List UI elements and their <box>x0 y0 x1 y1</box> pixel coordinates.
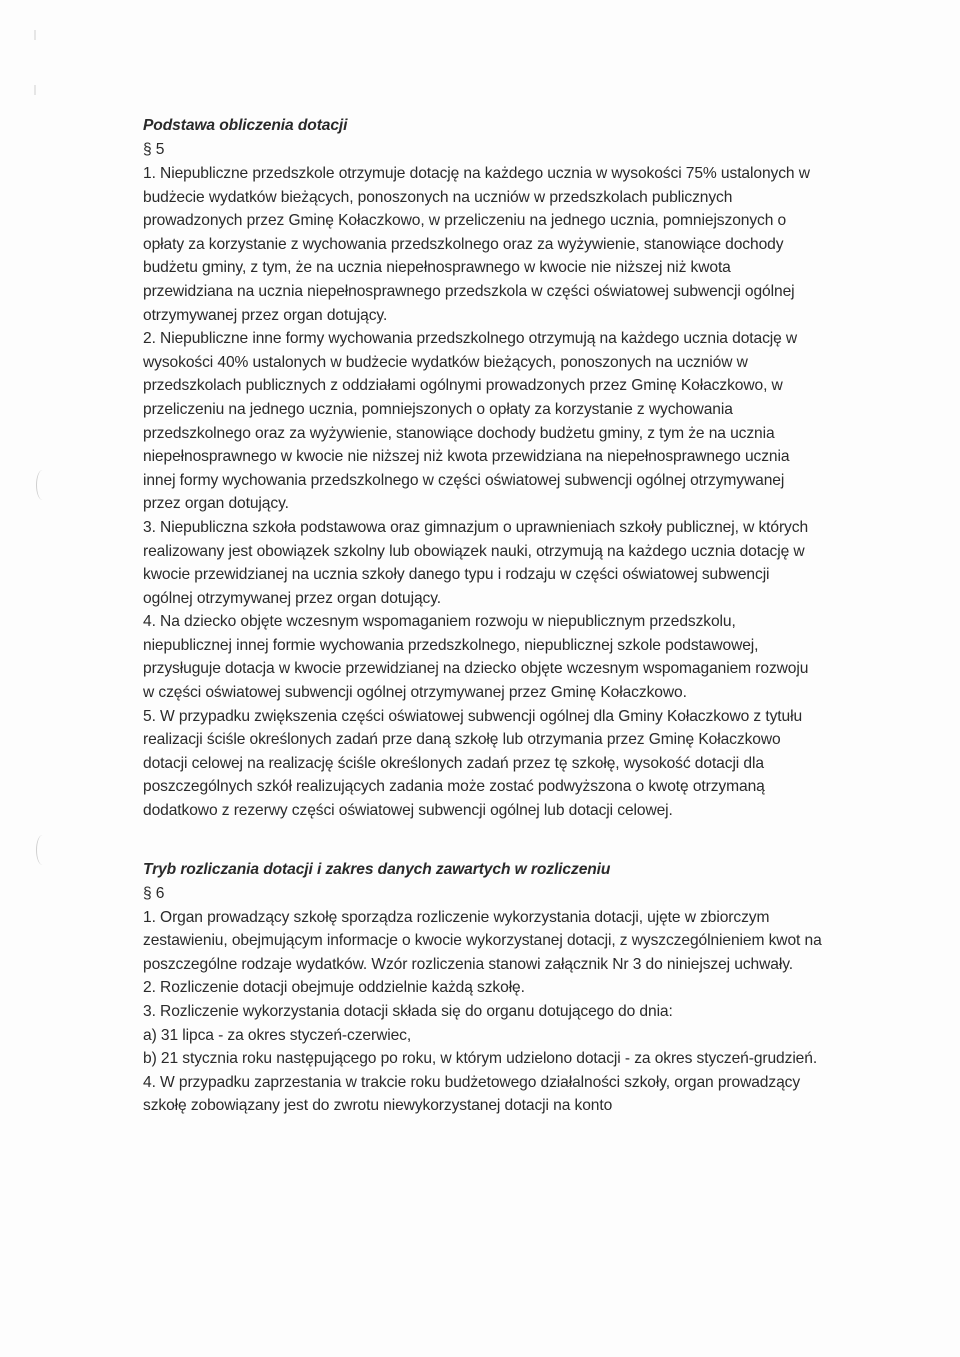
scan-mark <box>34 30 36 40</box>
section-heading: Tryb rozliczania dotacji i zakres danych zawartych w rozliczeniu <box>143 860 611 878</box>
list-item: b) 21 stycznia roku następującego po roku, w którym udzielono dotacji - za okres styczeń-grudzień. <box>143 1050 818 1068</box>
paragraph: 2. Niepubliczne inne formy wychowania przedszkolnego otrzymują na każdego ucznia dotację w wysokości 40% ustalonych w budżecie wydatków bieżących, ponoszonych na uczniów w przedszkolach publicznych z oddziałami ogólnymi prowadzonych przez Gminę Kołaczkowo, w przeliczeniu na jednego ucznia, pomniejszonych o opłaty za korzystanie z wychowania przedszkolnego oraz za wyżywienie, stanowiące dochody budżetu gminy, z tym że na ucznia niepełnosprawnego w kwocie nie niższej niż kwota przewidziana na niepełnosprawnego ucznia innej formy wychowania przedszkolnego w części oświatowej subwencji ogólnej otrzymywanej przez organ dotujący. <box>143 330 798 513</box>
paragraph: 4. W przypadku zaprzestania w trakcie roku budżetowego działalności szkoły, organ prowadzący szkołę zobowiązany jest do zwrotu niewykorzystanej dotacji na konto <box>143 1073 801 1115</box>
paragraph: 3. Rozliczenie wykorzystania dotacji składa się do organu dotującego do dnia: <box>143 1003 673 1020</box>
section-number: § 5 <box>143 141 165 158</box>
paragraph: 5. W przypadku zwiększenia części oświatowej subwencji ogólnej dla Gminy Kołaczkowo z tytułu realizacji ściśle określonych zadań prze daną szkołę lub otrzymania przez Gminę Kołaczkowo dotacji celowej na realizację ściśle określonych zadań przez tę szkołę, wysokość dotacji dla poszczególnych szkół realizujących zadania może zostać podwyższona o kwotę otrzymaną dodatkowo z rezerwy części oświatowej subwencji ogólnej lub dotacji celowej. <box>143 707 803 820</box>
scan-mark <box>36 835 49 865</box>
paragraph: 1. Niepubliczne przedszkole otrzymuje dotację na każdego ucznia w wysokości 75% ustalonych w budżecie wydatków bieżących, ponoszonych na uczniów w przedszkolach publicznych prowadzonych przez Gminę Kołaczkowo, w przeliczeniu na jednego ucznia, pomniejszonych o opłaty za korzystanie z wychowania przedszkolnego oraz za wyżywienie, stanowiące dochody budżetu gminy, z tym, że na ucznia niepełnosprawnego w kwocie nie niższej niż kwota przewidziana na ucznia niepełnosprawnego przedszkola w części oświatowej subwencji ogólnej otrzymywanej przez organ dotujący. <box>143 165 810 324</box>
section-number: § 6 <box>143 884 165 902</box>
scan-mark <box>34 85 36 95</box>
document-body <box>143 114 823 1118</box>
section-heading: Podstawa obliczenia dotacji <box>143 117 348 134</box>
section-5 <box>143 114 823 823</box>
section-6 <box>143 858 823 1118</box>
section-gap <box>143 823 823 858</box>
scan-mark <box>36 470 49 500</box>
paragraph: 4. Na dziecko objęte wczesnym wspomaganiem rozwoju w niepublicznym przedszkolu, niepublicznej innej formie wychowania przedszkolnego, niepublicznej szkole podstawowej, przysługuje dotacja w kwocie przewidzianej na dziecko objęte wczesnym wspomaganiem rozwoju w części oświatowej subwencji ogólnej otrzymywanej przez Gminę Kołaczkowo. <box>143 613 809 702</box>
paragraph: 1. Organ prowadzący szkołę sporządza rozliczenie wykorzystania dotacji, ujęte w zbiorczym zestawieniu, obejmującym informacje o kwocie wykorzystanej dotacji, z wyszczególnieniem kwot na poszczególne rodzaje wydatków. Wzór rozliczenia stanowi załącznik Nr 3 do niniejszej uchwały. <box>143 908 822 973</box>
paragraph: 3. Niepubliczna szkoła podstawowa oraz gimnazjum o uprawnieniach szkoły publicznej, w których realizowany jest obowiązek szkolny lub obowiązek nauki, otrzymują na każdego ucznia dotację w kwocie przewidzianej na ucznia szkoły danego typu i rodzaju w części oświatowej subwencji ogólnej otrzymywanej przez organ dotujący. <box>143 518 809 607</box>
list-item: a) 31 lipca - za okres styczeń-czerwiec, <box>143 1026 412 1044</box>
paragraph: 2. Rozliczenie dotacji obejmuje oddzielnie każdą szkołę. <box>143 979 525 997</box>
